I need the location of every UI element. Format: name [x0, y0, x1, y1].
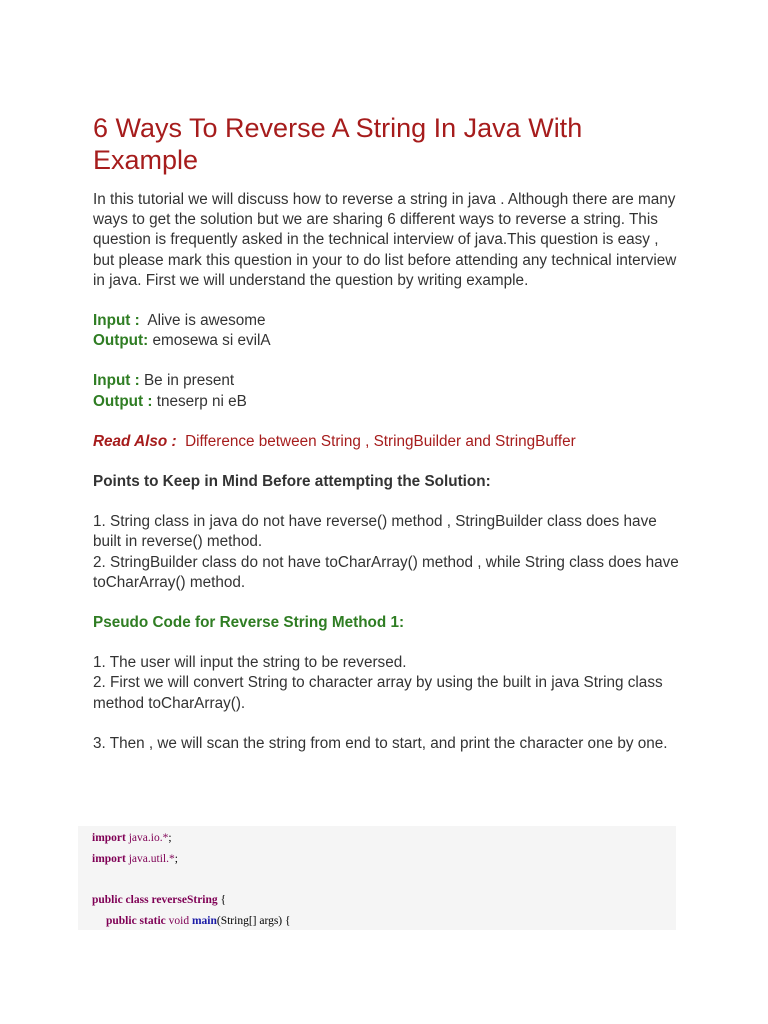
article-title: 6 Ways To Reverse A String In Java With Example	[93, 113, 583, 175]
example-2-output: Output : tneserp ni eB	[93, 392, 247, 410]
code-line-3: public class reverseString {	[92, 894, 227, 906]
example-1-input: Input : Alive is awesome	[93, 312, 266, 330]
point-2: 2. StringBuilder class do not have toCharArray() method , while String class does have toCharArray() method.	[93, 553, 679, 591]
point-1: 1. String class in java do not have reverse() method , StringBuilder class does have built in reverse() method.	[93, 513, 657, 551]
pseudo-heading: Pseudo Code for Reverse String Method 1:	[93, 614, 405, 632]
example-1-output: Output: emosewa si evilA	[93, 332, 271, 350]
pseudo-step-2: 2. First we will convert String to character array by using the built in java String class method toCharArray().	[93, 674, 663, 712]
points-list	[93, 512, 683, 593]
code-line-2: import java.util.*;	[92, 853, 178, 865]
code-block	[78, 826, 676, 930]
intro-paragraph: In this tutorial we will discuss how to reverse a string in java . Although there are many ways to get the solution but we are sharing 6 different ways to reverse a string. This question is frequently asked in the technical interview of java.This question is easy , but please mark this question in your to do list before attending any technical interview in java. First we will understand the question by writing example.	[93, 191, 677, 289]
read-also	[93, 432, 683, 452]
code-line-1: import java.io.*;	[92, 832, 172, 844]
pseudo-step-3: 3. Then , we will scan the string from end to start, and print the character one by one.	[93, 734, 668, 752]
code-line-4: public static void main(String[] args) {	[106, 915, 291, 927]
article	[93, 112, 683, 754]
read-also-link[interactable]: Difference between String , StringBuilder and StringBuffer	[185, 432, 576, 450]
example-1	[93, 311, 683, 351]
read-also-label: Read Also :	[93, 432, 177, 450]
example-2-input: Input : Be in present	[93, 372, 235, 390]
example-2	[93, 371, 683, 411]
points-heading: Points to Keep in Mind Before attempting the Solution:	[93, 473, 491, 491]
pseudo-step-1: 1. The user will input the string to be reversed.	[93, 654, 407, 672]
pseudo-steps	[93, 653, 683, 714]
